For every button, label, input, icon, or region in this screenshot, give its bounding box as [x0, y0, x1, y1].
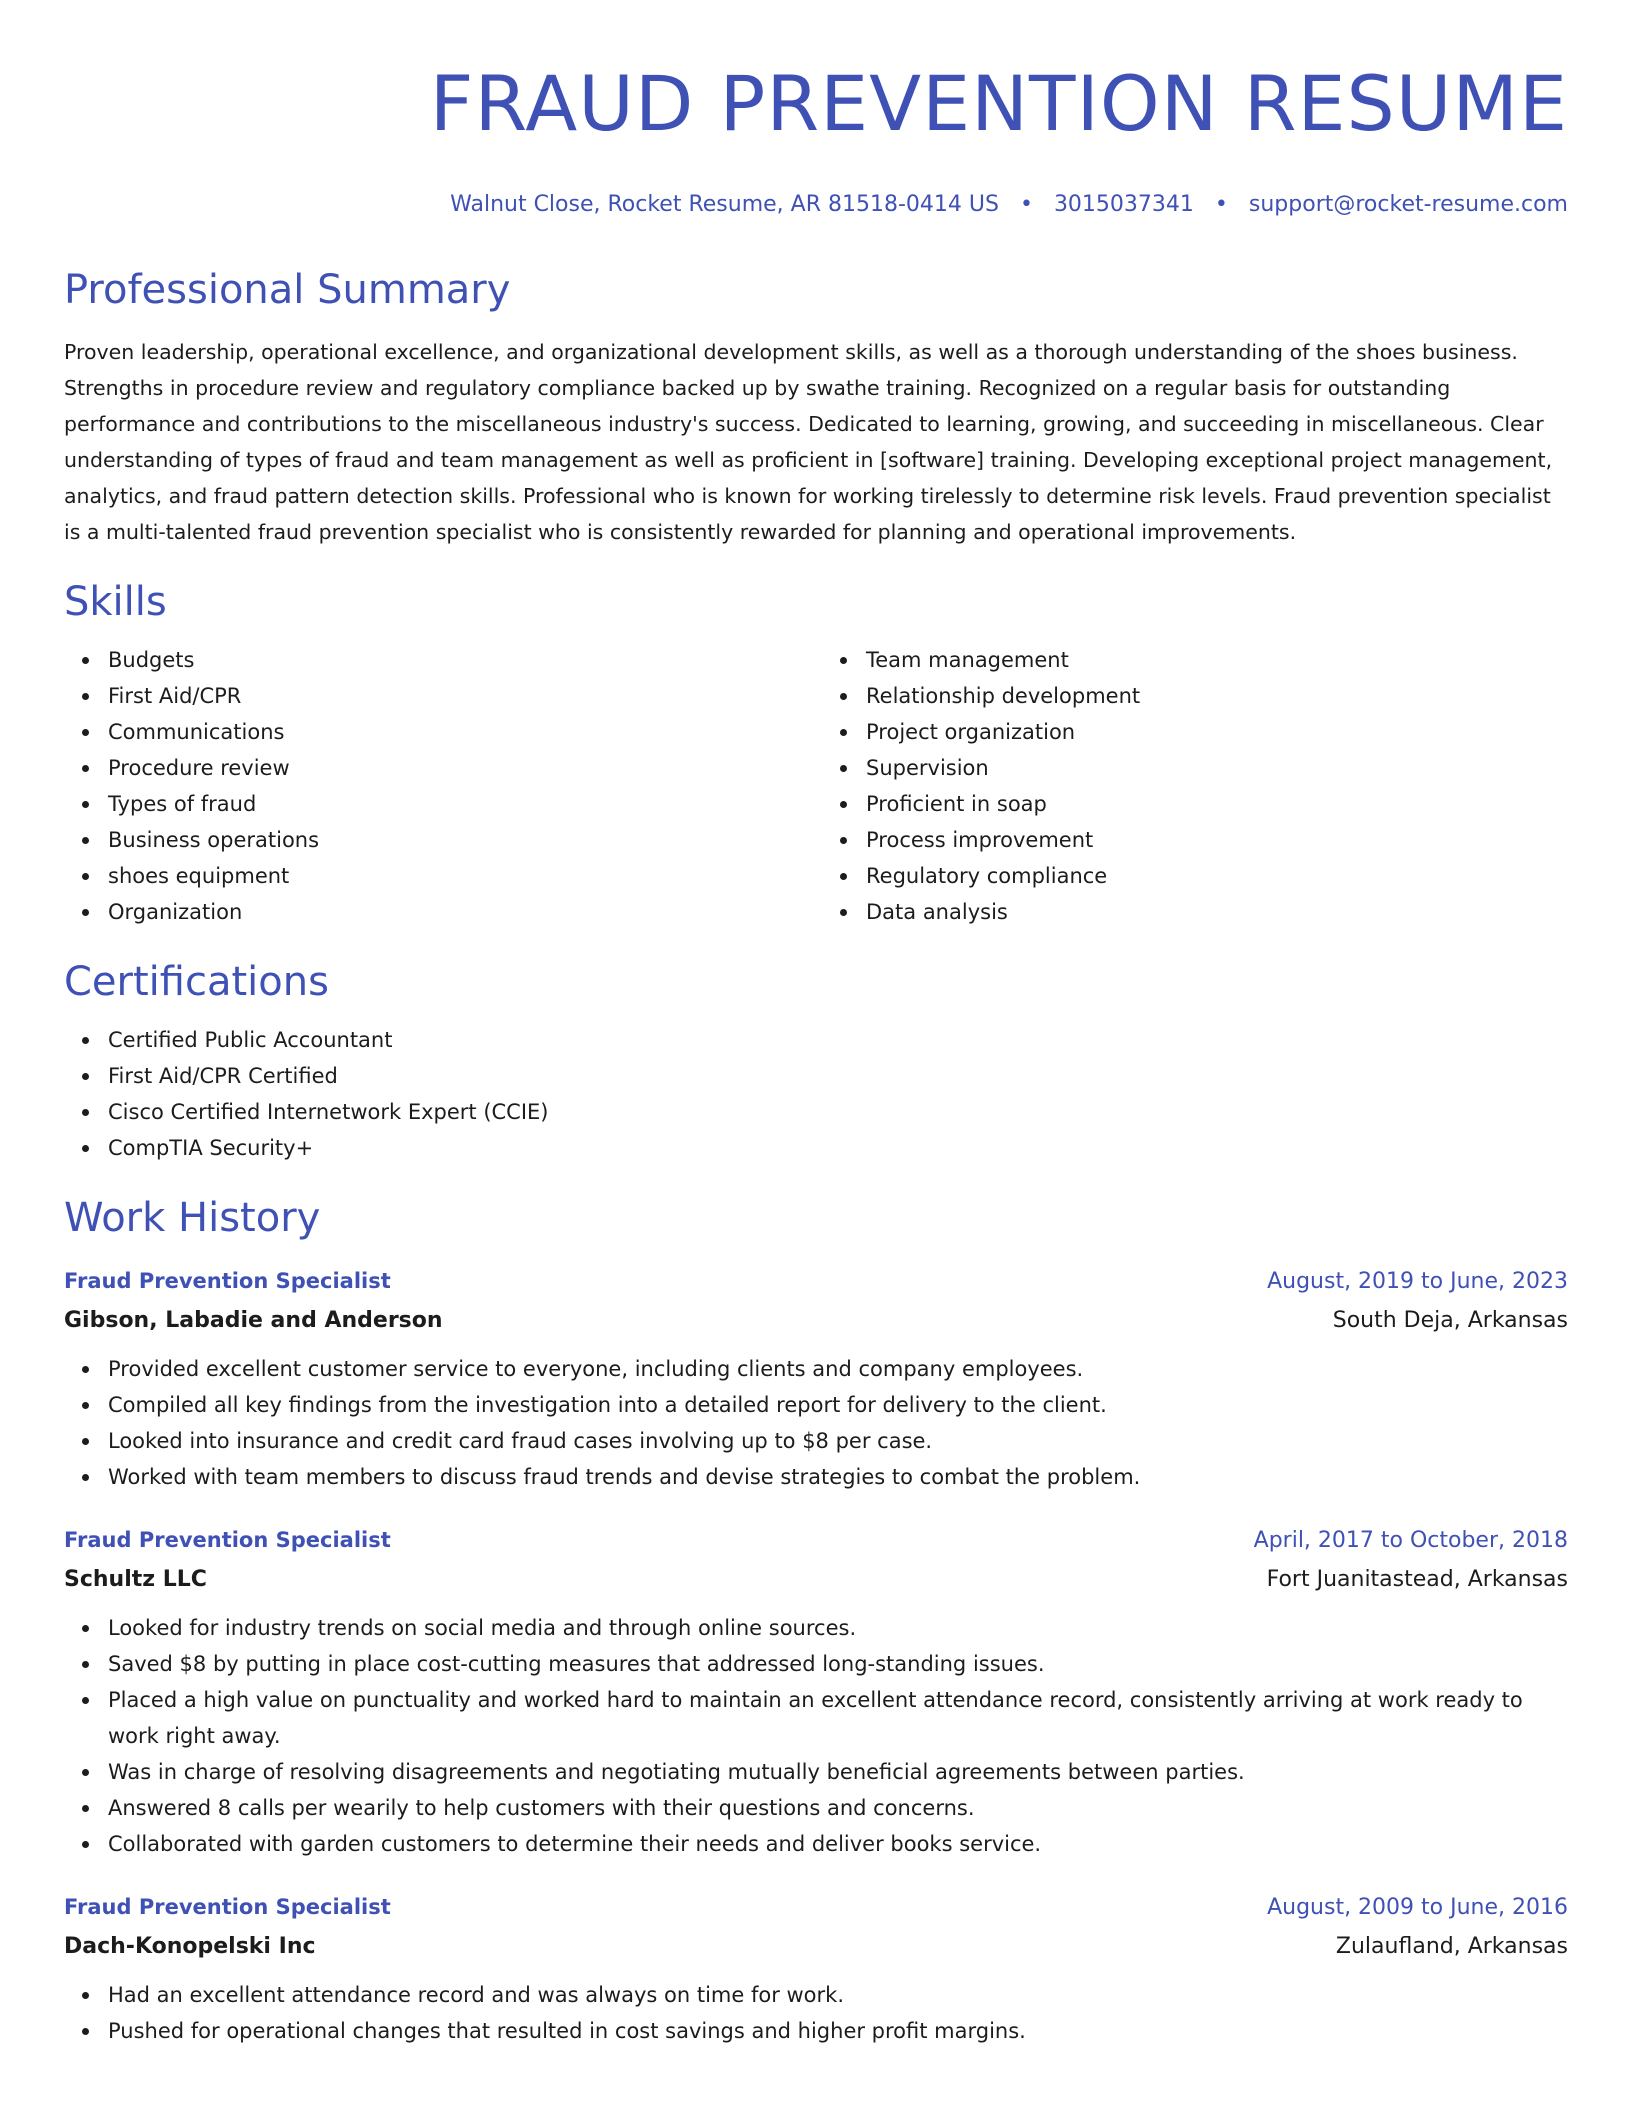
skills-section [64, 576, 1568, 930]
resume-page [64, 0, 1568, 2049]
job-bullet: Placed a high value on punctuality and worked hard to maintain an excellent attendance record, consistently arriving at work ready to work right away. [108, 1682, 1568, 1754]
certification-item: CompTIA Security+ [108, 1130, 1568, 1166]
certification-item: First Aid/CPR Certified [108, 1058, 1568, 1094]
skill-item: Organization [108, 894, 816, 930]
skill-item: Communications [108, 714, 816, 750]
job-bullet: Looked for industry trends on social media and through online sources. [108, 1610, 1568, 1646]
job-bullet: Looked into insurance and credit card fraud cases involving up to $8 per case. [108, 1423, 1568, 1459]
work-history-heading: Work History [64, 1195, 321, 1241]
job-bullet: Collaborated with garden customers to determine their needs and deliver books service. [108, 1826, 1568, 1862]
job-bullet: Worked with team members to discuss fraud trends and devise strategies to combat the problem. [108, 1459, 1568, 1495]
contact-separator: • [1019, 192, 1033, 217]
job-bullet: Compiled all key findings from the investigation into a detailed report for delivery to the client. [108, 1387, 1568, 1423]
contact-email: support@rocket-resume.com [1248, 192, 1568, 217]
summary-text: Proven leadership, operational excellence, and organizational development skills, as well as a thorough understanding of the shoes business. Strengths in procedure review and regulatory compliance backed up by swathe training. Recognized on a regular basis for outstanding performance and contributions to the miscellaneous industry's success. Dedicated to learning, growing, and succeeding in miscellaneous. Clear understanding of types of fraud and team management as well as proficient in [software] training. Developing exceptional project management, analytics, and fraud pattern detection skills. Professional who is known for working tirelessly to determine risk levels. Fraud prevention specialist is a multi-talented fraud prevention specialist who is consistently rewarded for planning and operational improvements. [64, 340, 1553, 544]
skill-item: Process improvement [866, 822, 1568, 858]
skill-item: Procedure review [108, 750, 816, 786]
resume-title: FRAUD PREVENTION RESUME [429, 59, 1568, 148]
skill-item: Data analysis [866, 894, 1568, 930]
job-bullet: Answered 8 calls per wearily to help customers with their questions and concerns. [108, 1790, 1568, 1826]
skills-list-left [64, 642, 816, 930]
job-location: Zulaufland, Arkansas [1335, 1934, 1568, 1959]
skill-item: shoes equipment [108, 858, 816, 894]
job-bullet: Was in charge of resolving disagreements and negotiating mutually beneficial agreements between parties. [108, 1754, 1568, 1790]
contact-address: Walnut Close, Rocket Resume, AR 81518-0414 US [450, 192, 999, 217]
contact-line [64, 190, 1568, 220]
skill-item: Budgets [108, 642, 816, 678]
skills-list-right [816, 642, 1568, 930]
job-header [64, 1262, 1568, 1301]
skills-heading: Skills [64, 579, 167, 625]
job-subheader [64, 1927, 1568, 1967]
job-bullet: Provided excellent customer service to everyone, including clients and company employees. [108, 1351, 1568, 1387]
job-bullets [64, 1610, 1568, 1862]
summary-section [64, 264, 1568, 550]
job-location: South Deja, Arkansas [1332, 1308, 1568, 1333]
job-company: Schultz LLC [64, 1567, 207, 1592]
job-title: Fraud Prevention Specialist [64, 1269, 391, 1293]
work-history-section [64, 1192, 1568, 2049]
certifications-list [64, 1022, 1568, 1166]
certification-item: Cisco Certified Internetwork Expert (CCIE) [108, 1094, 1568, 1130]
job-subheader [64, 1560, 1568, 1600]
job-title: Fraud Prevention Specialist [64, 1528, 391, 1552]
job-dates: August, 2019 to June, 2023 [1267, 1269, 1568, 1294]
skill-item: Types of fraud [108, 786, 816, 822]
skill-item: Business operations [108, 822, 816, 858]
job-bullets [64, 1977, 1568, 2049]
summary-heading: Professional Summary [64, 267, 511, 313]
certification-item: Certified Public Accountant [108, 1022, 1568, 1058]
skills-grid [64, 642, 1568, 930]
job-bullet: Had an excellent attendance record and was always on time for work. [108, 1977, 1568, 2013]
certifications-heading: Certifications [64, 959, 329, 1005]
skill-item: First Aid/CPR [108, 678, 816, 714]
job-header [64, 1521, 1568, 1560]
job-company: Dach-Konopelski Inc [64, 1934, 316, 1959]
contact-separator: • [1214, 192, 1228, 217]
job-entry [64, 1888, 1568, 2049]
job-title: Fraud Prevention Specialist [64, 1895, 391, 1919]
skill-item: Proficient in soap [866, 786, 1568, 822]
skill-item: Team management [866, 642, 1568, 678]
job-header [64, 1888, 1568, 1927]
job-bullets [64, 1351, 1568, 1495]
contact-phone: 3015037341 [1053, 192, 1194, 217]
job-entry [64, 1521, 1568, 1862]
skill-item: Relationship development [866, 678, 1568, 714]
job-dates: April, 2017 to October, 2018 [1253, 1528, 1568, 1553]
job-location: Fort Juanitastead, Arkansas [1266, 1567, 1568, 1592]
job-company: Gibson, Labadie and Anderson [64, 1308, 443, 1333]
skill-item: Project organization [866, 714, 1568, 750]
skill-item: Supervision [866, 750, 1568, 786]
job-entry [64, 1262, 1568, 1495]
job-bullet: Saved $8 by putting in place cost-cutting measures that addressed long-standing issues. [108, 1646, 1568, 1682]
job-dates: August, 2009 to June, 2016 [1267, 1895, 1568, 1920]
job-bullet: Pushed for operational changes that resulted in cost savings and higher profit margins. [108, 2013, 1568, 2049]
job-subheader [64, 1301, 1568, 1341]
skill-item: Regulatory compliance [866, 858, 1568, 894]
certifications-section [64, 956, 1568, 1166]
